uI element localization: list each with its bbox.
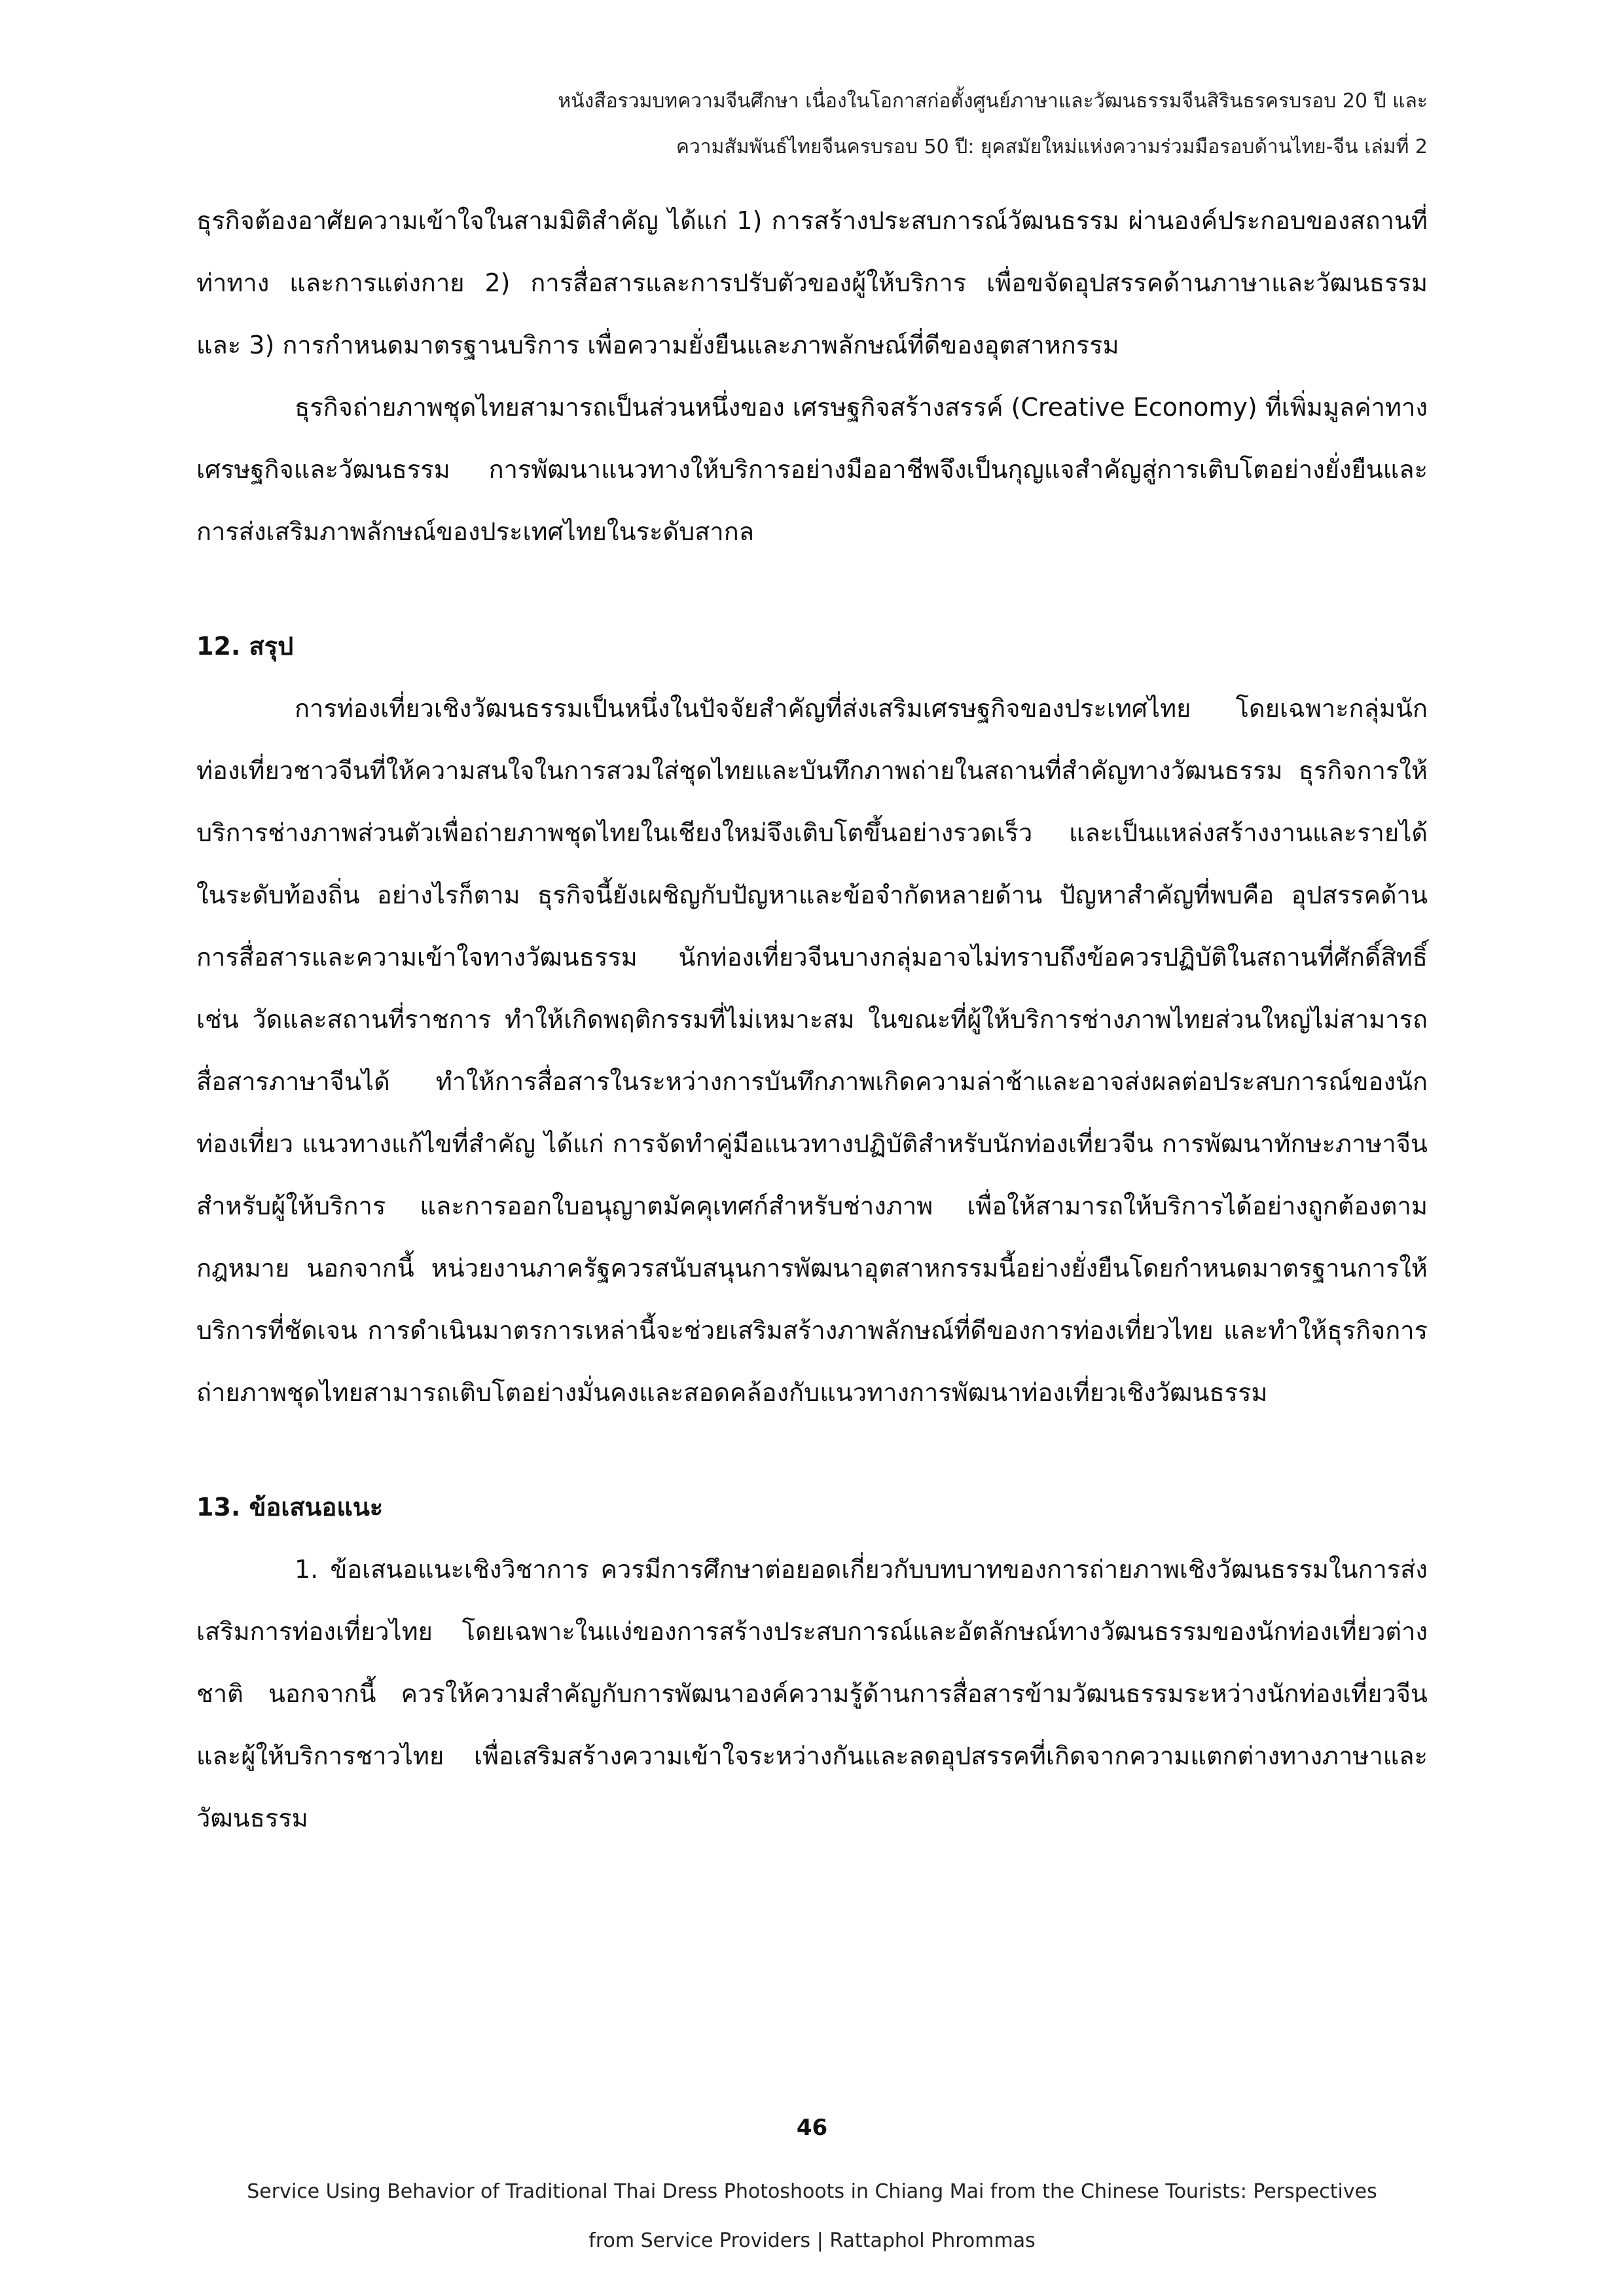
section-13-heading: 13. ข้อเสนอแนะ <box>196 1493 384 1522</box>
section-13-paragraph: 1. ข้อเสนอแนะเชิงวิชาการ ควรมีการศึกษาต่อยอดเกี่ยวกับบทบาทของการถ่ายภาพเชิงวัฒนธรรมในการส่งเสริมการท่องเที่ยวไทย โดยเฉพาะในแง่ของการสร้างประสบการณ์และอัตลักษณ์ทางวัฒนธรรมของนักท่องเที่ยวต่างชาติ นอกจากนี้ ควรให้ความสำคัญกับการพัฒนาองค์ความรู้ด้านการสื่อสารข้ามวัฒนธรรมระหว่างนักท่องเที่ยวจีนและผู้ให้บริการชาวไทย เพื่อเสริมสร้างความเข้าใจระหว่างกันและลดอุปสรรคที่เกิดจากความแตกต่างทางภาษาและวัฒนธรรม <box>196 1555 1428 1832</box>
header-line-2: ความสัมพันธ์ไทยจีนครบรอบ 50 ปี: ยุคสมัยใหม่แห่งความร่วมมือรอบด้านไทย-จีน เล่มที่ 2 <box>676 136 1428 158</box>
intro-paragraph-2: ธุรกิจถ่ายภาพชุดไทยสามารถเป็นส่วนหนึ่งของ เศรษฐกิจสร้างสรรค์ (Creative Economy) ที่เพิ่มมูลค่าทางเศรษฐกิจและวัฒนธรรม การพัฒนาแนวทางให้บริการอย่างมืออาชีพจึงเป็นกุญแจสำคัญสู่การเติบโตอย่างยั่งยืนและการส่งเสริมภาพลักษณ์ของประเทศไทยในระดับสากล <box>196 393 1428 546</box>
running-footer <box>0 2167 1624 2265</box>
page-body <box>196 190 1428 1850</box>
intro-paragraph-1: ธุรกิจต้องอาศัยความเข้าใจในสามมิติสำคัญ ได้แก่ 1) การสร้างประสบการณ์วัฒนธรรม ผ่านองค์ประกอบของสถานที่ ท่าทาง และการแต่งกาย 2) การสื่อสารและการปรับตัวของผู้ให้บริการ เพื่อขจัดอุปสรรคด้านภาษาและวัฒนธรรม และ 3) การกำหนดมาตรฐานบริการ เพื่อความยั่งยืนและภาพลักษณ์ที่ดีของอุตสาหกรรม <box>196 206 1428 359</box>
running-header <box>558 79 1428 170</box>
footer-line-2: from Service Providers | Rattaphol Phrommas <box>588 2229 1036 2252</box>
header-line-1: หนังสือรวมบทความจีนศึกษา เนื่องในโอกาสก่อตั้งศูนย์ภาษาและวัฒนธรรมจีนสิรินธรครบรอบ 20 ปี และ <box>558 90 1428 113</box>
footer-line-1: Service Using Behavior of Traditional Thai Dress Photoshoots in Chiang Mai from the Chinese Tourists: Perspectives <box>247 2180 1377 2203</box>
section-gap <box>196 1424 1428 1476</box>
section-12-heading: 12. สรุป <box>196 632 294 661</box>
section-gap <box>196 563 1428 615</box>
page-number: 46 <box>796 2115 828 2141</box>
section-12-paragraph: การท่องเที่ยวเชิงวัฒนธรรมเป็นหนึ่งในปัจจัยสำคัญที่ส่งเสริมเศรษฐกิจของประเทศไทย โดยเฉพาะกลุ่มนักท่องเที่ยวชาวจีนที่ให้ความสนใจในการสวมใส่ชุดไทยและบันทึกภาพถ่ายในสถานที่สำคัญทางวัฒนธรรม ธุรกิจการให้บริการช่างภาพส่วนตัวเพื่อถ่ายภาพชุดไทยในเชียงใหม่จึงเติบโตขึ้นอย่างรวดเร็ว และเป็นแหล่งสร้างงานและรายได้ในระดับท้องถิ่น อย่างไรก็ตาม ธุรกิจนี้ยังเผชิญกับปัญหาและข้อจำกัดหลายด้าน ปัญหาสำคัญที่พบคือ อุปสรรคด้านการสื่อสารและความเข้าใจทางวัฒนธรรม นักท่องเที่ยวจีนบางกลุ่มอาจไม่ทราบถึงข้อควรปฏิบัติในสถานที่ศักดิ์สิทธิ์ เช่น วัดและสถานที่ราชการ ทำให้เกิดพฤติกรรมที่ไม่เหมาะสม ในขณะที่ผู้ให้บริการช่างภาพไทยส่วนใหญ่ไม่สามารถสื่อสารภาษาจีนได้ ทำให้การสื่อสารในระหว่างการบันทึกภาพเกิดความล่าช้าและอาจส่งผลต่อประสบการณ์ของนักท่องเที่ยว แนวทางแก้ไขที่สำคัญ ได้แก่ การจัดทำคู่มือแนวทางปฏิบัติสำหรับนักท่องเที่ยวจีน การพัฒนาทักษะภาษาจีนสำหรับผู้ให้บริการ และการออกใบอนุญาตมัคคุเทศก์สำหรับช่างภาพ เพื่อให้สามารถให้บริการได้อย่างถูกต้องตามกฎหมาย นอกจากนี้ หน่วยงานภาครัฐควรสนับสนุนการพัฒนาอุตสาหกรรมนี้อย่างยั่งยืนโดยกำหนดมาตรฐานการให้บริการที่ชัดเจน การดำเนินมาตรการเหล่านี้จะช่วยเสริมสร้างภาพลักษณ์ที่ดีของการท่องเที่ยวไทย และทำให้ธุรกิจการถ่ายภาพชุดไทยสามารถเติบโตอย่างมั่นคงและสอดคล้องกับแนวทางการพัฒนาท่องเที่ยวเชิงวัฒนธรรม <box>196 694 1428 1407</box>
